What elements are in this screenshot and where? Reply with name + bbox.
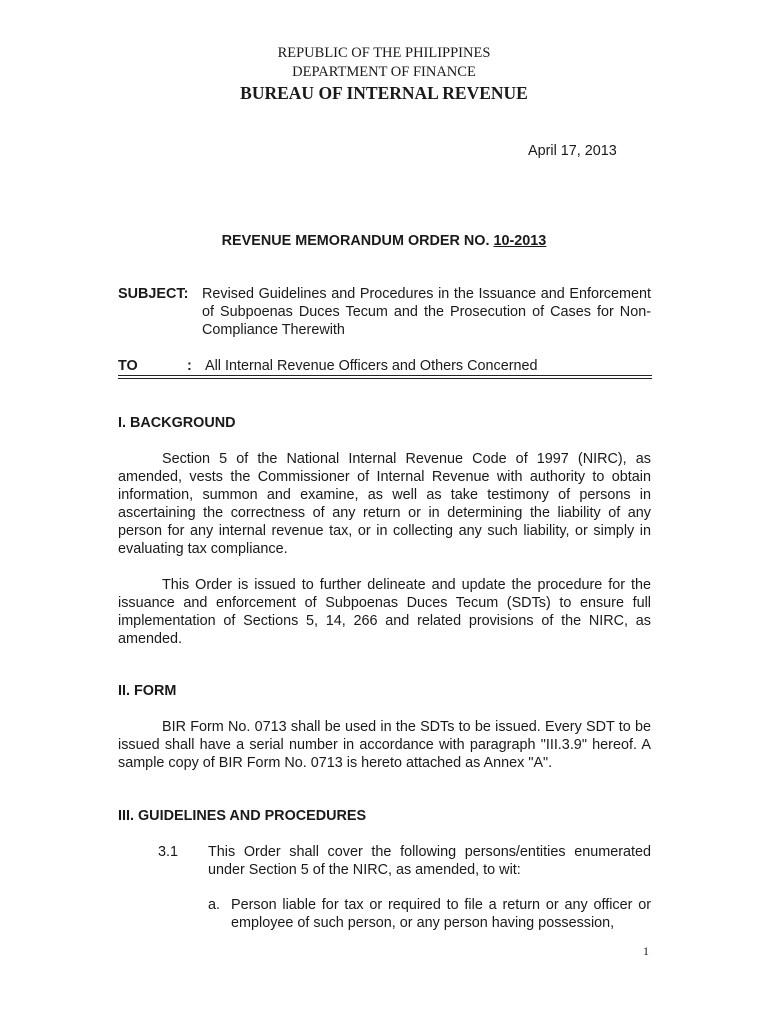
order-title-prefix: REVENUE MEMORANDUM ORDER NO.	[221, 233, 494, 249]
header-bureau: BUREAU OF INTERNAL REVENUE	[240, 83, 528, 103]
to-colon: :	[187, 358, 192, 374]
to-text: All Internal Revenue Officers and Others Concerned	[205, 358, 538, 374]
divider-rule-top	[118, 375, 652, 376]
background-paragraph-1: Section 5 of the National Internal Revenue Code of 1997 (NIRC), as amended, vests the Commissioner of Internal Revenue with authority to obtain information, summon and examine, as well as take testimony of persons in ascertaining the correctness of any return or in determining the liability of any person for any internal revenue tax, or in collecting any such liability, or simply in evaluating tax compliance.	[118, 451, 651, 557]
sub-item-text-a: Person liable for tax or required to file a return or any officer or employee of such person, or any person having possession,	[231, 897, 651, 931]
item-number-3-1: 3.1	[158, 844, 179, 860]
header-republic: REPUBLIC OF THE PHILIPPINES	[277, 45, 491, 61]
subject-text: Revised Guidelines and Procedures in the Issuance and Enforcement of Subpoenas Duces Tecum and the Prosecution of Cases for Non-Compliance Therewith	[202, 286, 651, 338]
divider-rule-bottom	[118, 378, 652, 379]
to-label: TO	[118, 358, 138, 374]
sub-item-label-a: a.	[208, 897, 221, 913]
form-paragraph: BIR Form No. 0713 shall be used in the SDTs to be issued. Every SDT to be issued shall have a serial number in accordance with paragraph "III.3.9" hereof. A sample copy of BIR Form No. 0713 is hereto attached as Annex "A".	[118, 719, 651, 771]
page-number: 1	[643, 944, 649, 958]
order-title	[0, 232, 768, 250]
item-text-3-1: This Order shall cover the following persons/entities enumerated under Section 5 of the NIRC, as amended, to wit:	[208, 844, 651, 878]
header-department: DEPARTMENT OF FINANCE	[292, 64, 476, 80]
order-number: 10-2013	[493, 233, 547, 249]
section-heading-guidelines: III. GUIDELINES AND PROCEDURES	[118, 808, 367, 824]
background-paragraph-2: This Order is issued to further delineate and update the procedure for the issuance and enforcement of Subpoenas Duces Tecum (SDTs) to ensure full implementation of Sections 5, 14, 266 and related provisions of the NIRC, as amended.	[118, 577, 651, 647]
subject-label: SUBJECT:	[118, 286, 189, 302]
document-date: April 17, 2013	[528, 143, 617, 159]
section-heading-form: II. FORM	[118, 683, 177, 699]
section-heading-background: I. BACKGROUND	[118, 415, 236, 431]
